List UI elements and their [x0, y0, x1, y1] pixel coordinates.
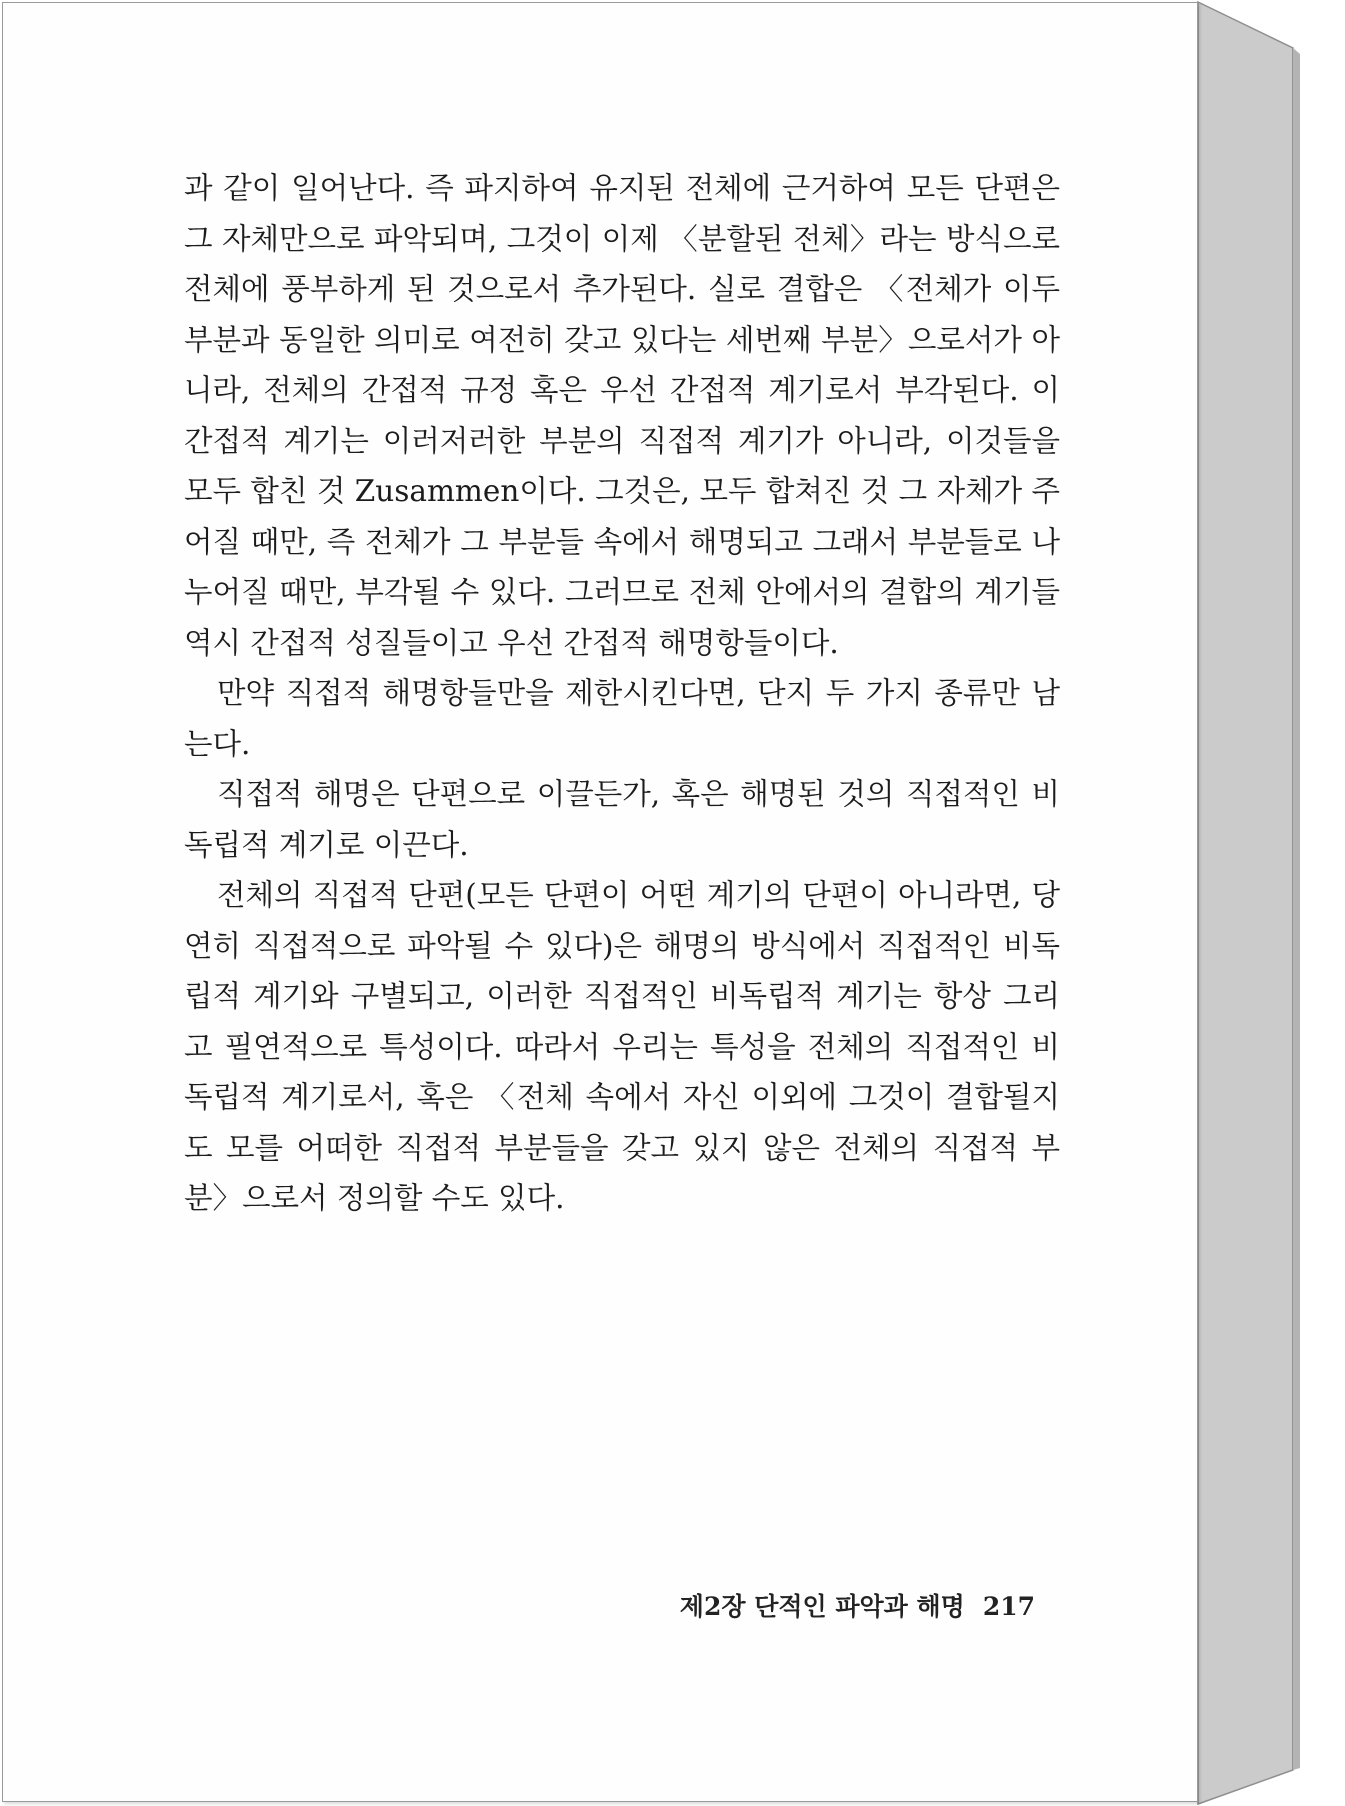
page-footer	[680, 1587, 1035, 1623]
paragraph-4: 전체의 직접적 단편(모든 단편이 어떤 계기의 단편이 아니라면, 당연히 직접적으로 파악될 수 있다)은 해명의 방식에서 직접적인 비독립적 계기와 구별되고, 이러한 직접적인 비독립적 계기는 항상 그리고 필연적으로 특성이다. 따라서 우리는 특성을 전체의 직접적인 비독립적 계기로서, 혹은 〈전체 속에서 자신 이외에 그것이 결합될지도 모를 어떠한 직접적 부분들을 갖고 있지 않은 전체의 직접적 부분〉으로서 정의할 수도 있다.	[184, 878, 1060, 1215]
paragraph-3: 직접적 해명은 단편으로 이끌든가, 혹은 해명된 것의 직접적인 비독립적 계기로 이끈다.	[184, 777, 1060, 862]
running-chapter-title: 제2장 단적인 파악과 해명	[679, 1592, 965, 1621]
paragraph-2: 만약 직접적 해명항들만을 제한시킨다면, 단지 두 가지 종류만 남는다.	[184, 676, 1060, 761]
page-number: 217	[982, 1592, 1035, 1621]
paragraph-1: 과 같이 일어난다. 즉 파지하여 유지된 전체에 근거하여 모든 단편은 그 자체만으로 파악되며, 그것이 이제 〈분할된 전체〉라는 방식으로 전체에 풍부하게 된 것으로서 추가된다. 실로 결합은 〈전체가 이두 부분과 동일한 의미로 여전히 갖고 있다는 세번째 부분〉으로서가 아니라, 전체의 간접적 규정 혹은 우선 간접적 계기로서 부각된다. 이 간접적 계기는 이러저러한 부분의 직접적 계기가 아니라, 이것들을 모두 합친 것 Zusammen이다. 그것은, 모두 합쳐진 것 그 자체가 주어질 때만, 즉 전체가 그 부분들 속에서 해명되고 그래서 부분들로 나누어질 때만, 부각될 수 있다. 그러므로 전체 안에서의 결합의 계기들 역시 간접적 성질들이고 우선 간접적 해명항들이다.	[184, 171, 1060, 660]
page-body-text	[184, 163, 1060, 1224]
